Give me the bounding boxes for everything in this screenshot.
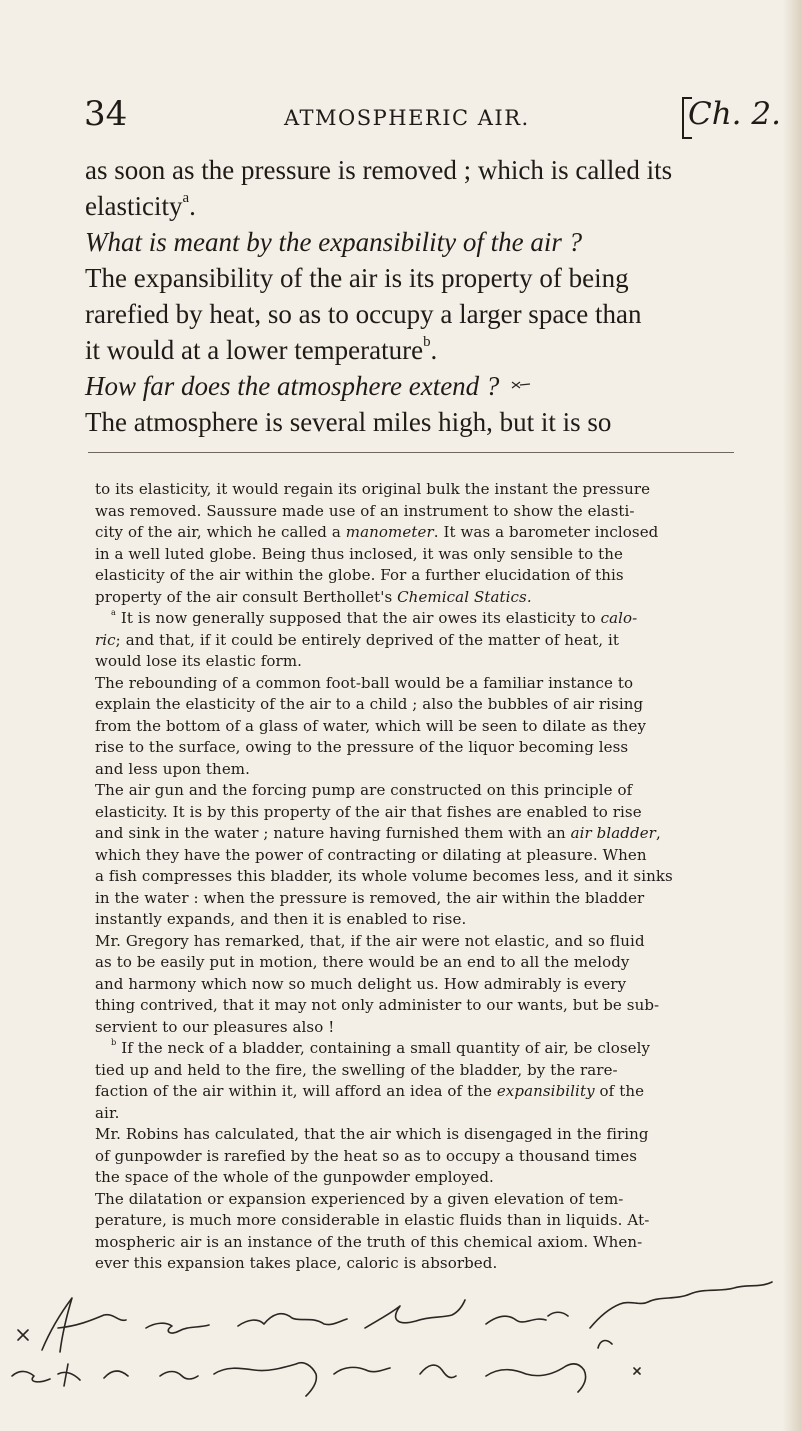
- footnotes-block: [95, 479, 737, 1275]
- main-line-end: .: [430, 335, 438, 365]
- main-line: The atmosphere is several miles high, but it is so: [85, 407, 612, 437]
- footnote-marker-b: b: [423, 334, 431, 351]
- note-line: The dilatation or expansion experienced by a given elevation of tem-: [95, 1189, 624, 1208]
- note-line: servient to our pleasures also !: [95, 1017, 335, 1036]
- main-text-block: [85, 152, 731, 440]
- note-line: [95, 1038, 737, 1060]
- note-line: from the bottom of a glass of water, which will be seen to dilate as they: [95, 716, 647, 735]
- note-text: and sink in the water ; nature having furnished them with an: [95, 824, 571, 842]
- note-line: air.: [95, 1103, 120, 1122]
- note-text: faction of the air within it, will afford an idea of the: [95, 1082, 497, 1100]
- note-line: which they have the power of contracting or dilating at pleasure. When: [95, 845, 647, 864]
- note-line: [95, 522, 737, 544]
- note-line: was removed. Saussure made use of an instrument to show the elasti-: [95, 501, 635, 520]
- question-heading: [85, 368, 731, 404]
- main-line: [85, 332, 731, 368]
- chapter-reference: Ch. 2.: [682, 97, 781, 131]
- note-text: ; and that, if it could be entirely deprived of the matter of heat, it: [115, 630, 620, 649]
- note-text: city of the air, which he called a: [95, 523, 346, 541]
- main-line-text: elasticity: [85, 191, 183, 221]
- note-line: The rebounding of a common foot-ball would be a familiar instance to: [95, 673, 634, 692]
- handwritten-annotation: [0, 1270, 801, 1400]
- note-term: ric: [95, 630, 116, 649]
- note-text: . It was a barometer inclosed: [433, 523, 659, 541]
- note-text: It is now generally supposed that the air owes its elasticity to: [116, 609, 601, 627]
- note-line: thing contrived, that it may not only administer to our wants, but be sub-: [95, 996, 660, 1014]
- question-text: How far does the atmosphere extend ?: [85, 371, 500, 401]
- footnote-label-a: a: [111, 607, 117, 618]
- note-line: Mr. Gregory has remarked, that, if the air were not elastic, and so fluid: [95, 931, 645, 950]
- note-line: a fish compresses this bladder, its whole volume becomes less, and it sinks: [95, 867, 673, 885]
- note-line: [95, 587, 737, 609]
- running-title: ATMOSPHERIC AIR.: [284, 106, 530, 130]
- handwritten-mark-icon: [509, 379, 533, 393]
- note-text: property of the air consult Berthollet's: [95, 587, 398, 606]
- note-line: to its elasticity, it would regain its original bulk the instant the pressure: [95, 480, 651, 498]
- note-line: [95, 823, 737, 845]
- note-text: ,: [655, 824, 661, 842]
- note-line: would lose its elastic form.: [95, 652, 303, 670]
- note-line: elasticity of the air within the globe. For a further elucidation of this: [95, 566, 624, 584]
- note-line: explain the elasticity of the air to a child ; also the bubbles of air rising: [95, 695, 644, 713]
- footnote-divider: [88, 452, 734, 453]
- main-line: rarefied by heat, so as to occupy a larger space than: [85, 299, 642, 329]
- note-line: perature, is much more considerable in elastic fluids than in liquids. At-: [95, 1211, 650, 1229]
- main-line: [85, 188, 731, 224]
- note-text: If the neck of a bladder, containing a small quantity of air, be closely: [116, 1039, 651, 1057]
- note-line: as to be easily put in motion, there would be an end to all the melody: [95, 953, 630, 971]
- main-line-text: it would at a lower temperature: [85, 335, 424, 365]
- note-line: tied up and held to the fire, the swelling of the bladder, by the rare-: [95, 1060, 618, 1079]
- note-line: and harmony which now so much delight us. How admirably is every: [95, 974, 627, 993]
- note-line: The air gun and the forcing pump are constructed on this principle of: [95, 781, 633, 799]
- page-number: 34: [84, 94, 128, 134]
- note-line: instantly expands, and then it is enabled to rise.: [95, 910, 467, 928]
- note-line: [95, 608, 737, 630]
- note-line: ever this expansion takes place, caloric is absorbed.: [95, 1254, 498, 1272]
- note-term: calo-: [600, 609, 638, 627]
- main-line-end: .: [189, 191, 196, 221]
- note-line: elasticity. It is by this property of the air that fishes are enabled to rise: [95, 802, 642, 821]
- note-line: in the water : when the pressure is removed, the air within the bladder: [95, 888, 645, 907]
- main-line: The expansibility of the air is its property of being: [85, 263, 629, 293]
- note-line: in a well luted globe. Being thus inclosed, it was only sensible to the: [95, 544, 623, 563]
- note-line: Mr. Robins has calculated, that the air which is disengaged in the firing: [95, 1125, 649, 1143]
- note-line: mospheric air is an instance of the truth of this chemical axiom. When-: [95, 1232, 643, 1251]
- note-term: air bladder: [570, 824, 656, 842]
- page-header: [0, 0, 801, 134]
- footnote-marker-a: a: [182, 190, 190, 207]
- page-edge-shadow: [783, 0, 801, 1431]
- note-text: of the: [594, 1082, 645, 1100]
- note-term: manometer: [345, 523, 434, 541]
- main-line: as soon as the pressure is removed ; which is called its: [85, 155, 673, 185]
- note-line: the space of the whole of the gunpowder employed.: [95, 1168, 494, 1186]
- note-line: and less upon them.: [95, 759, 250, 778]
- footnote-label-b: b: [111, 1037, 117, 1048]
- question-heading: What is meant by the expansibility of the air ?: [85, 227, 583, 257]
- note-line: rise to the surface, owing to the pressure of the liquor becoming less: [95, 738, 629, 756]
- note-line: of gunpowder is rarefied by the heat so as to occupy a thousand times: [95, 1146, 637, 1165]
- note-book-title: Chemical Statics.: [397, 587, 532, 606]
- note-line: [95, 1081, 737, 1103]
- note-line: [95, 630, 737, 652]
- note-term: expansibility: [496, 1082, 595, 1100]
